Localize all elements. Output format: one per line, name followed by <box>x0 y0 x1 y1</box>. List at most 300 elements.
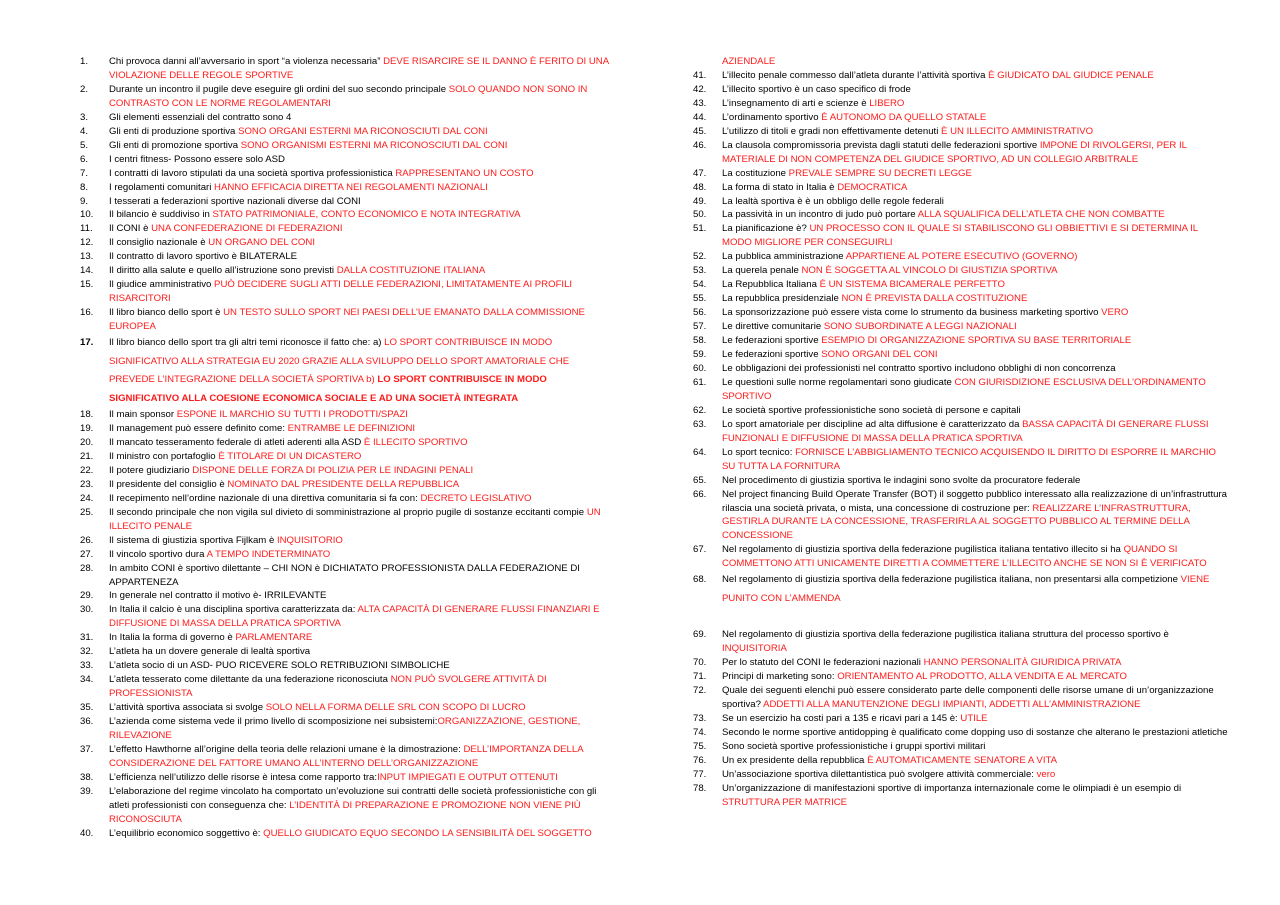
question-text: Principi di marketing sono: <box>722 671 838 683</box>
item-number: 75. <box>693 740 707 752</box>
list-item <box>693 726 1228 740</box>
answer-text: NOMINATO DAL PRESIDENTE DELLA REPUBBLICA <box>227 478 460 490</box>
list-item <box>693 362 1228 376</box>
question-text: Nel project financing Build Operate Transfer (BOT) il soggetto pubblico interessato alla realizzazione di un’infrastruttura rilascia una società privata, o mista, una concessione di costruzione per: <box>722 488 1227 514</box>
answer-text: QUELLO GIUDICATO EQUO SECONDO LA SENSIBILITÀ DEL SOGGETTO <box>263 827 592 839</box>
list-item <box>693 334 1228 348</box>
list-item <box>80 743 610 771</box>
answer-text: ALLA SQUALIFICA DELL’ATLETA CHE NON COMBATTE <box>917 209 1165 221</box>
item-number: 35. <box>80 702 94 714</box>
item-number: 65. <box>693 474 707 486</box>
item-number: 7. <box>80 167 89 179</box>
answer-text: ALTA CAPACITÀ DI GENERARE FLUSSI FINANZIARI E DIFFUSIONE DI MASSA DELLA PRATICA SPORTIVA <box>109 604 600 630</box>
question-text: Il main sponsor <box>109 409 177 421</box>
list-item <box>80 125 610 139</box>
answer-text: ESEMPIO DI ORGANIZZAZIONE SPORTIVA SU BASE TERRITORIALE <box>821 335 1132 347</box>
question-text: In ambito CONI è sportivo dilettante – CHI NON è DICHIATATO PROFESSIONISTA DALLA FEDERAZIONE DI APPARTENEZA <box>109 562 580 588</box>
answer-text: DISPONE DELLE FORZA DI POLIZIA PER LE INDAGINI PENALI <box>192 464 474 476</box>
question-text: Se un esercizio ha costi pari a 135 e ricavi pari a 145 è: <box>722 712 961 724</box>
question-text: Il presidente del consiglio è <box>109 478 228 490</box>
question-text: Il giudice amministrativo <box>109 279 215 291</box>
item-number: 31. <box>80 632 94 644</box>
question-text: Secondo le norme sportive antidopping è qualificato come dopping uso di sostanze che alterano le prestazioni atletiche <box>722 726 1228 738</box>
list-item <box>80 562 610 590</box>
list-item <box>693 264 1228 278</box>
question-text: L’equilibrio economico soggettivo è: <box>109 827 264 839</box>
item-number: 59. <box>693 349 707 361</box>
item-number: 72. <box>693 685 707 697</box>
question-text: In Italia la forma di governo è <box>109 632 236 644</box>
question-text: Il vincolo sportivo dura <box>109 548 207 560</box>
list-item <box>80 506 610 534</box>
answer-text: PARLAMENTARE <box>235 632 313 644</box>
item-number: 25. <box>80 506 94 518</box>
question-text: I regolamenti comunitari <box>109 181 215 193</box>
item-number: 60. <box>693 362 707 374</box>
list-item <box>693 446 1228 474</box>
list-item <box>693 348 1228 362</box>
item-number: 6. <box>80 153 89 165</box>
item-number: 29. <box>80 590 94 602</box>
answer-text: ORIENTAMENTO AL PRODOTTO, ALLA VENDITA E AL MERCATO <box>837 671 1128 683</box>
list-item <box>693 250 1228 264</box>
question-text: Le federazioni sportive <box>722 335 822 347</box>
list-item <box>693 208 1228 222</box>
question-text: Il secondo principale che non vigila sul divieto di somministrazione al proprio pugile di sostanze eccitanti compie <box>109 506 587 518</box>
answer-text: UN TESTO SULLO SPORT NEI PAESI DELL’UE EMANATO DALLA COMMISSIONE EUROPEA <box>109 307 585 333</box>
list-item <box>80 222 610 236</box>
item-number: 76. <box>693 754 707 766</box>
item-number: 20. <box>80 436 94 448</box>
list-item <box>693 195 1228 209</box>
list-item <box>693 111 1228 125</box>
question-text: La pubblica amministrazione <box>722 251 846 263</box>
item-number: 48. <box>693 181 707 193</box>
item-number: 5. <box>80 139 89 151</box>
question-text: L’illecito sportivo è un caso specifico di frode <box>722 83 911 95</box>
answer-text: SONO ORGANI DEL CONI <box>821 349 938 361</box>
question-text: Nel regolamento di giustizia sportiva della federazione pugilistica italiana, non presentarsi alla competizione <box>722 574 1181 586</box>
question-text: Quale dei seguenti elenchi può essere considerato parte delle componenti delle risorse umane di un’organizzazione sportiva? <box>722 685 1214 711</box>
list-item <box>80 436 610 450</box>
question-text: Le questioni sulle norme regolamentari sono giudicate <box>722 376 955 388</box>
list-item <box>80 55 610 83</box>
list-item <box>693 782 1228 810</box>
answer-continuation: AZIENDALE <box>722 56 776 67</box>
list-item <box>80 250 610 264</box>
question-text: I tesserati a federazioni sportive nazionali diverse dal CONI <box>109 195 361 207</box>
item-number: 74. <box>693 726 707 738</box>
answer-text: APPARTIENE AL POTERE ESECUTIVO (GOVERNO) <box>845 251 1078 263</box>
list-item <box>80 492 610 506</box>
answer-text: STRUTTURA PER MATRICE <box>722 796 848 808</box>
answer-text: VERO <box>1101 307 1129 319</box>
item-number: 12. <box>80 237 94 249</box>
question-text: Il libro bianco dello sport è <box>109 307 224 319</box>
answer-text: REALIZZARE L’INFRASTRUTTURA, GESTIRLA DURANTE LA CONCESSIONE, TRASFERIRLA AL SOGGETTO PUBBLICO AL TERMINE DELLA CONCESSIONE <box>722 502 1191 542</box>
list-item <box>693 292 1228 306</box>
list-item <box>80 548 610 562</box>
item-number: 50. <box>693 209 707 221</box>
item-number: 68. <box>693 574 707 586</box>
question-text: L’utilizzo di titoli e gradi non effettivamente detenuti <box>722 125 942 137</box>
question-text: Gli enti di produzione sportiva <box>109 125 239 137</box>
list-item <box>693 488 1228 544</box>
question-text: Il libro bianco dello sport tra gli altri temi riconosce il fatto che: a) <box>109 337 385 349</box>
list-item <box>80 236 610 250</box>
question-text: La passività in un incontro di judo può portare <box>722 209 918 221</box>
question-text: Sono società sportive professionistiche i gruppi sportivi militari <box>722 740 986 752</box>
answer-text: QUANDO SI COMMETTONO ATTI UNICAMENTE DIRETTI A COMMETTERE L’ILLECITO ANCHE SE NON SI È VERIFICATO <box>722 544 1207 570</box>
item-number: 58. <box>693 335 707 347</box>
list-item <box>693 571 1228 608</box>
item-number: 49. <box>693 195 707 207</box>
item-number: 36. <box>80 716 94 728</box>
answer-text: SOLO QUANDO NON SONO IN CONTRASTO CON LE NORME REGOLAMENTARI <box>109 83 588 109</box>
list-item <box>693 306 1228 320</box>
question-text: La repubblica presidenziale <box>722 293 842 305</box>
item-number: 17. <box>80 337 94 349</box>
list-item <box>693 125 1228 139</box>
item-number: 16. <box>80 307 94 319</box>
question-text: Il mancato tesseramento federale di atleti aderenti alla ASD <box>109 436 364 448</box>
item-number: 4. <box>80 125 89 137</box>
question-text: Le federazioni sportive <box>722 349 822 361</box>
answer-text: NON È SOGGETTA AL VINCOLO DI GIUSTIZIA SPORTIVA <box>801 265 1058 277</box>
item-number: 57. <box>693 321 707 333</box>
item-number: 77. <box>693 768 707 780</box>
list-item <box>80 827 610 841</box>
item-number: 19. <box>80 423 94 435</box>
item-number: 45. <box>693 125 707 137</box>
list-item <box>80 422 610 436</box>
answer-text: È UN ILLECITO AMMINISTRATIVO <box>941 125 1094 137</box>
answer-text: UTILE <box>960 712 988 724</box>
list-item <box>693 543 1228 571</box>
item-number: 8. <box>80 181 89 193</box>
list-item <box>693 684 1228 712</box>
item-number: 54. <box>693 279 707 291</box>
list-item <box>80 139 610 153</box>
answer-text: ENTRAMBE LE DEFINIZIONI <box>287 423 416 435</box>
right-column <box>693 55 1228 810</box>
question-text: Il diritto alla salute e quello all’istruzione sono previsti <box>109 265 337 277</box>
question-text: Il consiglio nazionale è <box>109 237 209 249</box>
question-text: Gli elementi essenziali del contratto sono 4 <box>109 111 292 123</box>
list-item <box>693 222 1228 250</box>
item-number: 47. <box>693 167 707 179</box>
answer-text: ADDETTI ALLA MANUTENZIONE DEGLI IMPIANTI, ADDETTI ALL’AMMINISTRAZIONE <box>763 699 1141 711</box>
list-item <box>80 306 610 334</box>
item-number: 40. <box>80 827 94 839</box>
question-text: Il ministro con portafoglio <box>109 450 219 462</box>
item-number: 37. <box>80 743 94 755</box>
item-number: 11. <box>80 223 93 235</box>
item-number: 67. <box>693 544 707 556</box>
list-item <box>80 603 610 631</box>
list-item <box>80 645 610 659</box>
answer-text: DALLA COSTITUZIONE ITALIANA <box>336 265 486 277</box>
item-number: 41. <box>693 69 707 81</box>
question-text: I contratti di lavoro stipulati da una società sportiva professionistica <box>109 167 396 179</box>
answer-text: UN PROCESSO CON IL QUALE SI STABILISCONO GLI OBBIETTIVI E SI DETERMINA IL MODO MIGLIORE PER CONSEGUIRLI <box>722 223 1198 249</box>
answer-text: STATO PATRIMONIALE, CONTO ECONOMICO E NOTA INTEGRATIVA <box>212 209 521 221</box>
item-number: 56. <box>693 307 707 319</box>
question-text: Nel regolamento di giustizia sportiva della federazione pugilistica italiana tentativo illecito si ha <box>722 544 1124 556</box>
answer-text: A TEMPO INDETERMINATO <box>206 548 331 560</box>
item-number: 2. <box>80 83 89 95</box>
item-number: 70. <box>693 657 707 669</box>
question-text: Durante un incontro il pugile deve eseguire gli ordini del suo secondo principale <box>109 83 449 95</box>
item-number: 24. <box>80 492 94 504</box>
item-number: 44. <box>693 111 707 123</box>
question-text: La lealtà sportiva è è un obbligo delle regole federali <box>722 195 944 207</box>
answer-text: DEVE RISARCIRE SE IL DANNO È FERITO DI UNA VIOLAZIONE DELLE REGOLE SPORTIVE <box>109 56 609 81</box>
item-number: 32. <box>80 646 94 658</box>
answer-text: NON PUÒ SVOLGERE ATTIVITÀ DI PROFESSIONISTA <box>109 674 547 700</box>
list-item <box>693 712 1228 726</box>
answer-text: INQUISITORIA <box>722 643 787 655</box>
answer-text: È GIUDICATO DAL GIUDICE PENALE <box>988 69 1154 81</box>
list-item <box>80 334 610 408</box>
list-item <box>693 167 1228 181</box>
list-item <box>80 771 610 785</box>
answer-text: HANNO EFFICACIA DIRETTA NEI REGOLAMENTI NAZIONALI <box>214 181 488 193</box>
list-item <box>80 478 610 492</box>
question-text: Il management può essere definito come: <box>109 423 288 435</box>
list-item <box>80 153 610 167</box>
item-number: 9. <box>80 195 89 207</box>
item-number: 52. <box>693 251 707 263</box>
list-item <box>80 715 610 743</box>
answer-text: È ILLECITO SPORTIVO <box>363 436 468 448</box>
answer-text: VIENE PUNITO CON L’AMMENDA <box>722 574 1210 604</box>
list-item <box>693 69 1228 83</box>
question-text: L’insegnamento di arti e scienze è <box>722 97 870 109</box>
item-number: 18. <box>80 409 94 421</box>
answer-text: INQUISITORIO <box>276 534 343 546</box>
question-text: L’atleta tesserato come dilettante da una federazione riconosciuta <box>109 674 391 686</box>
list-item <box>80 208 610 222</box>
question-text: Per lo statuto del CONI le federazioni nazionali <box>722 657 924 669</box>
answer-text: UNA CONFEDERAZIONE DI FEDERAZIONI <box>151 223 343 235</box>
answer-text: INPUT IMPIEGATI E OUTPUT OTTENUTI <box>377 771 558 783</box>
question-text: L’atleta socio di un ASD- PUO RICEVERE SOLO RETRIBUZIONI SIMBOLICHE <box>109 660 450 672</box>
left-column <box>80 55 610 841</box>
answer-text: vero <box>1036 768 1056 780</box>
question-text: La forma di stato in Italia è <box>722 181 838 193</box>
answer-text: IMPONE DI RIVOLGERSI, PER IL MATERIALE DI NON COMPETENZA DEL GIUDICE SPORTIVO, AD UN COLLEGIO ARBITRALE <box>722 139 1187 165</box>
answer-text: SONO ORGANI ESTERNI MA RICONOSCIUTI DAL CONI <box>238 125 488 137</box>
item-number: 71. <box>693 671 707 683</box>
list-item <box>80 785 610 827</box>
question-text: Un’organizzazione di manifestazioni sportive di importanza internazionale come le olimpiadi è un esempio di <box>722 782 1182 794</box>
list-item <box>693 768 1228 782</box>
question-text: La querela penale <box>722 265 802 277</box>
item-number: 15. <box>80 279 94 291</box>
list-item <box>80 673 610 701</box>
item-number: 34. <box>80 674 94 686</box>
list-item <box>80 659 610 673</box>
question-text: Nel regolamento di giustizia sportiva della federazione pugilistica italiana struttura del processo sportivo è <box>722 629 1169 641</box>
answer-text: È TITOLARE DI UN DICASTERO <box>218 450 362 462</box>
answer-text: LO SPORT CONTRIBUISCE IN MODO SIGNIFICATIVO ALLA STRATEGIA EU 2020 GRAZIE ALLA SVILUPPO DELLO SPORT AMATORIALE CHE PREVEDE L’INTEGRAZIONE DELLA SOCIETÀ SPORTIVA b) <box>109 337 570 386</box>
item-number: 53. <box>693 265 707 277</box>
item-number: 62. <box>693 404 707 416</box>
list-item <box>693 83 1228 97</box>
question-text: Le società sportive professionistiche sono società di persone e capitali <box>722 404 1021 416</box>
list-item <box>693 376 1228 404</box>
item-number: 51. <box>693 223 707 235</box>
list-item <box>693 97 1228 111</box>
list-item <box>80 181 610 195</box>
list-item <box>80 278 610 306</box>
item-number: 22. <box>80 464 94 476</box>
list-item <box>693 181 1228 195</box>
item-number: 55. <box>693 293 707 305</box>
list-item <box>80 408 610 422</box>
question-text: Il CONI è <box>109 223 152 235</box>
list-item <box>80 450 610 464</box>
answer-text: LIBERO <box>869 97 905 109</box>
item-number: 61. <box>693 376 707 388</box>
item-number: 21. <box>80 450 94 462</box>
item-number: 38. <box>80 771 94 783</box>
answer-text: NON È PREVISTA DALLA COSTITUZIONE <box>841 293 1028 305</box>
list-item <box>693 474 1228 488</box>
item-number: 10. <box>80 209 94 221</box>
list-item <box>80 83 610 111</box>
list-item <box>80 701 610 715</box>
answer-text: UN ILLECITO PENALE <box>109 506 601 532</box>
list-item <box>80 264 610 278</box>
question-text: Chi provoca danni all’avversario in sport “a violenza necessaria” <box>109 56 384 67</box>
question-text: Il recepimento nell’ordine nazionale di una direttiva comunitaria si fa con: <box>109 492 421 504</box>
item-number: 33. <box>80 660 94 672</box>
item-number: 27. <box>80 548 94 560</box>
answer-text: CON GIURISDIZIONE ESCLUSIVA DELL’ORDINAMENTO SPORTIVO <box>722 376 1206 402</box>
list-item <box>693 754 1228 768</box>
answer-text: L’IDENTITÀ DI PREPARAZIONE E PROMOZIONE NON VIENE PIÙ RICONOSCIUTA <box>109 799 581 825</box>
question-text: In generale nel contratto il motivo è- IRRILEVANTE <box>109 590 327 602</box>
item-number: 73. <box>693 712 707 724</box>
list-item <box>693 404 1228 418</box>
list-item <box>80 589 610 603</box>
question-text: Un’associazione sportiva dilettantistica può svolgere attività commerciale: <box>722 768 1037 780</box>
answer-text: PUÒ DECIDERE SUGLI ATTI DELLE FEDERAZIONI, LIMITATAMENTE AI PROFILI RISARCITORI <box>109 279 573 305</box>
answer-text: È AUTOMATICAMENTE SENATORE A VITA <box>867 754 1058 766</box>
question-text: L’azienda come sistema vede il primo livello di scomposizione nei subsistemi: <box>109 716 438 728</box>
question-text: In Italia il calcio è una disciplina sportiva caratterizzata da: <box>109 604 358 616</box>
answer-text: SONO SUBORDINATE A LEGGI NAZIONALI <box>823 321 1017 333</box>
item-number: 63. <box>693 418 707 430</box>
item-number: 43. <box>693 97 707 109</box>
question-text: La costituzione <box>722 167 789 179</box>
question-text: Il sistema di giustizia sportiva Fijlkam è <box>109 534 277 546</box>
answer-text: DELL’IMPORTANZA DELLA CONSIDERAZIONE DEL FATTORE UMANO ALL’INTERNO DELL’ORGANIZZAZIONE <box>109 743 584 769</box>
question-text: L’attività sportiva associata si svolge <box>109 702 266 714</box>
list-item <box>80 111 610 125</box>
question-text: L’elaborazione del regime vincolato ha comportato un’evoluzione sui contratti delle società professionistiche con gli atleti professionisti con conseguenza che: <box>109 785 597 811</box>
answer-text: SOLO NELLA FORMA DELLE SRL CON SCOPO DI LUCRO <box>265 702 526 714</box>
question-text: Lo sport tecnico: <box>722 446 796 458</box>
question-text: Il bilancio è suddiviso in <box>109 209 213 221</box>
question-text: Nel procedimento di giustizia sportiva le indagini sono svolte da procuratore federale <box>722 474 1081 486</box>
list-item <box>693 656 1228 670</box>
item-number: 30. <box>80 604 94 616</box>
answer-text: È AUTONOMO DA QUELLO STATALE <box>821 111 987 123</box>
item-number: 13. <box>80 251 94 263</box>
answer-text: ORGANIZZAZIONE, GESTIONE, RILEVAZIONE <box>109 716 581 741</box>
question-text: La pianificazione è? <box>722 223 810 235</box>
question-text: Le obbligazioni dei professionisti nel contratto sportivo includono obblighi di non concorrenza <box>722 362 1116 374</box>
question-text: La Repubblica Italiana <box>722 279 820 291</box>
answer-text-bold: LO SPORT CONTRIBUISCE IN MODO SIGNIFICATIVO ALLA COESIONE ECONOMICA SOCIALE E AD UNA SOCIETÀ INTEGRATA <box>109 374 547 404</box>
question-text: La sponsorizzazione può essere vista come lo strumento da business marketing sportivo <box>722 307 1102 319</box>
item-number: 69. <box>693 629 707 641</box>
question-text: La clausola compromissoria prevista dagli statuti delle federazioni sportive <box>722 139 1040 151</box>
question-text: Lo sport amatoriale per discipline ad alta diffusione è caratterizzato da <box>722 418 1023 430</box>
answer-text: BASSA CAPACITÀ DI GENERARE FLUSSI FUNZIONALI E DIFFUSIONE DI MASSA DELLA PRATICA SPORTIVA <box>722 418 1209 444</box>
list-item <box>693 670 1228 684</box>
list-item <box>80 464 610 478</box>
question-text: Il contratto di lavoro sportivo è BILATERALE <box>109 251 298 263</box>
question-text: L’ordinamento sportivo <box>722 111 822 123</box>
list-item <box>693 278 1228 292</box>
item-number: 46. <box>693 139 707 151</box>
item-number: 39. <box>80 785 94 797</box>
answer-text: DECRETO LEGISLATIVO <box>420 492 532 504</box>
question-text: Il potere giudiziario <box>109 464 193 476</box>
question-text: Un ex presidente della repubblica <box>722 754 868 766</box>
answer-text: HANNO PERSONALITÀ GIURIDICA PRIVATA <box>923 657 1122 669</box>
item-number: 42. <box>693 83 707 95</box>
list-item <box>693 740 1228 754</box>
item-number: 23. <box>80 478 94 490</box>
list-item <box>80 631 610 645</box>
question-text: L’effetto Hawthorne all’origine della teoria delle relazioni umane è la dimostrazione: <box>109 743 464 755</box>
item-number: 3. <box>80 111 89 123</box>
answer-text: FORNISCE L’ABBIGLIAMENTO TECNICO ACQUISENDO IL DIRITTO DI ESPORRE IL MARCHIO SU TUTTA LA FORNITURA <box>722 446 1217 472</box>
item-number: 28. <box>80 562 94 574</box>
question-text: L’illecito penale commesso dall’atleta durante l’attività sportiva <box>722 69 989 81</box>
answer-text: RAPPRESENTANO UN COSTO <box>395 167 534 179</box>
list-item <box>693 628 1228 656</box>
question-text: Gli enti di promozione sportiva <box>109 139 241 151</box>
answer-text: È UN SISTEMA BICAMERALE PERFETTO <box>819 279 1005 291</box>
question-text: Le direttive comunitarie <box>722 321 824 333</box>
list-item <box>693 320 1228 334</box>
answer-text: SONO ORGANISMI ESTERNI MA RICONOSCIUTI DAL CONI <box>240 139 508 151</box>
question-text: I centri fitness- Possono essere solo ASD <box>109 153 285 165</box>
list-item <box>693 139 1228 167</box>
list-item <box>80 195 610 209</box>
answer-text: PREVALE SEMPRE SU DECRETI LEGGE <box>788 167 972 179</box>
question-text: L’efficienza nell’utilizzo delle risorse è intesa come rapporto tra: <box>109 771 378 783</box>
list-item <box>80 167 610 181</box>
item-number: 64. <box>693 446 707 458</box>
answer-text: DEMOCRATICA <box>837 181 908 193</box>
answer-text: UN ORGANO DEL CONI <box>208 237 315 249</box>
item-number: 14. <box>80 265 94 277</box>
item-number: 1. <box>80 56 89 67</box>
question-text: L’atleta ha un dovere generale di lealtà sportiva <box>109 646 311 658</box>
list-item <box>80 534 610 548</box>
item-number: 78. <box>693 782 707 794</box>
item-number: 26. <box>80 534 94 546</box>
answer-text: ESPONE IL MARCHIO SU TUTTI I PRODOTTI/SPAZI <box>176 409 408 421</box>
item-number: 66. <box>693 488 707 500</box>
